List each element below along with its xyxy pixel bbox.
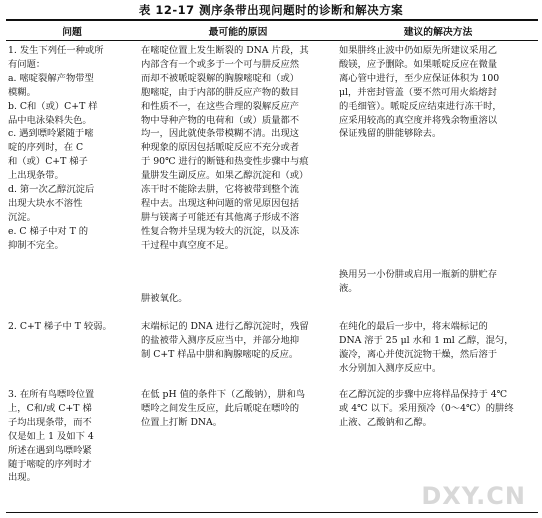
row-3-cause: 在低 pH 值的条件下（乙酸钠），肼和鸟 嘌呤之间发生反应，此后哌啶在嘌呤的 位置上打断 DNA。 xyxy=(141,389,306,428)
header-col-solution: 建议的解决方法 xyxy=(403,27,473,38)
watermark: DXY.CN xyxy=(421,482,526,510)
header-col-problem: 问题 xyxy=(62,27,82,38)
top-rule-thick xyxy=(6,19,538,21)
row-1-cause-extra: 肼被氧化。 xyxy=(141,293,188,304)
bottom-rule xyxy=(6,512,538,513)
row-1-cause: 在嘧啶位置上发生断裂的 DNA 片段，其 内部含有一个或多于一个可与肼反应然 而却不被哌啶裂解的胸腺嘧啶和（或） 胞嘧啶，由于内部的肼反应产物的数目 和性质不一，在这些合理的裂解反应产 物中导种产物的电荷和（或）质量都不 均一，因此就使条带模糊不清。出现这 种现象的原因包括哌啶反应不充分或者 于 90℃ 进行的断链和热变性步骤中与痕 量肼发生副反应。如果乙醇沉淀和（或） 冻干时不能除去肼，它将被带到整个流 程中去。出现这种问题的常见原因包括 肼与镁离子可能还有其他离子形成不溶 性复合物并呈现为较大的沉淀，以及冻 干过程中真空度不足。 xyxy=(141,45,309,251)
row-2-cause: 末端标记的 DNA 进行乙醇沉淀时，残留 的盐被带入测序反应当中，并部分地抑 制 C+T 样品中肼和胸腺嘧啶的反应。 xyxy=(141,321,309,360)
header-col-cause: 最可能的原因 xyxy=(208,27,268,38)
row-1-solution-extra: 换用另一小份肼或启用一瓶新的肼贮存 液。 xyxy=(339,269,498,294)
row-3-problem: 3. 在所有鸟嘌呤位置 上，C和/或 C+T 梯 子均出现条带，而不 仅是如上 1 及如下 4 所述在遇到鸟嘌呤紧 随于嘧啶的序列时才 出现。 xyxy=(8,389,95,484)
table-title: 表 12-17 测序条带出现问题时的诊断和解决方案 xyxy=(138,3,404,17)
row-3-solution: 在乙醇沉淀的步骤中应将样品保持于 4℃ 或 4℃ 以下。采用预冷（0～4℃）的肼终 止液、乙酸钠和乙醇。 xyxy=(339,389,514,428)
row-1-problem: 1. 发生下列任一种或所 有问题： a. 嘧啶裂解产物带型 模糊。 b. C和（或）C+T 样 品中电泳染料失色。 c. 遇到嘌呤紧随于嘧 啶的序列时，在 C 和（或）C+T 梯子 上出现条带。 d. 第一次乙醇沉淀后 出现大块水不溶性 沉淀。 e. C 梯子中对 T 的 抑制不完全。 xyxy=(8,45,104,251)
header-rule xyxy=(6,40,538,41)
row-1-solution: 如果肼终止波中仍如原先所建议采用乙 酸镁，应予删除。如果哌啶反应在微量 离心管中进行，至少应保证体积为 100 μl，并密封管盖（要不然可用火焰熔封 的毛细管）。哌啶反应结束进行冻干时， 应采用较高的真空度并将残余物重溶以 保证残留的肼能够除去。 xyxy=(339,45,502,140)
row-2-problem: 2. C+T 梯子中 T 较弱。 xyxy=(8,321,112,332)
row-2-solution: 在纯化的最后一步中，将末端标记的 DNA 溶于 25 μl 水和 1 ml 乙醇，混匀， 漩冷，离心并使沉淀物干燥，然后溶于 水分别加入测序反应中。 xyxy=(339,321,514,374)
